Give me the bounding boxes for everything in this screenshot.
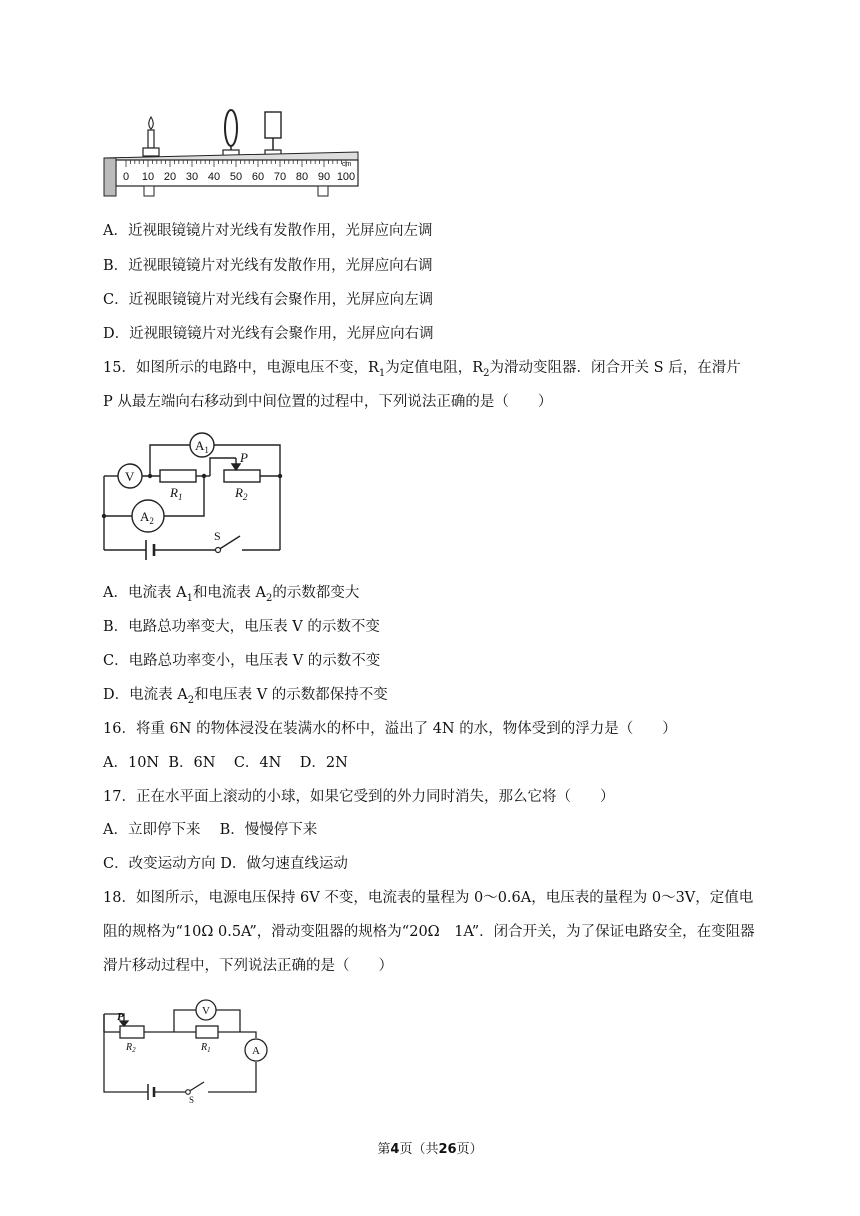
ruler-tick-label: 60 — [251, 171, 265, 183]
q18-circuit-figure — [100, 992, 275, 1104]
svg-text:P: P — [117, 1011, 124, 1023]
lens-icon — [225, 110, 237, 146]
q16-stem: 16．将重 6N 的物体浸没在装满水的杯中，溢出了 4N 的水，物体受到的浮力是（ ） — [103, 721, 677, 737]
svg-text:V: V — [125, 469, 135, 484]
q14-option-d: D．近视眼镜镜片对光线有会聚作用，光屏应向右调 — [103, 326, 434, 342]
svg-text:A1: $A_1$ — [195, 438, 209, 455]
q18-stem-line3: 滑片移动过程中，下列说法正确的是（ ） — [103, 958, 393, 974]
svg-text:A2: $A_2$ — [140, 509, 154, 526]
svg-text:R1: $R_1$ — [170, 485, 183, 502]
q14-option-b: B．近视眼镜镜片对光线有发散作用，光屏应向右调 — [103, 258, 433, 274]
ruler-tick-label: 90 — [317, 171, 331, 183]
screen-icon — [265, 112, 281, 138]
q17-stem: 17．正在水平面上滚动的小球，如果它受到的外力同时消失，那么它将（ ） — [103, 789, 615, 805]
ruler-tick-label: 0 — [122, 171, 130, 183]
r2-rheostat — [224, 470, 260, 482]
q15-option-a: A．电流表 $A_1$和电流表 $A_2$的示数都变大 — [103, 585, 360, 604]
r1-resistor — [196, 1026, 218, 1038]
q16-options: A．10N B．6N C．4N D．2N — [103, 755, 348, 771]
candle-flame-icon — [149, 117, 154, 129]
q14-option-a: A．近视眼镜镜片对光线有发散作用，光屏应向左调 — [103, 223, 433, 239]
svg-text:P: P — [240, 450, 248, 465]
page-footer: 第4页（共26页） — [377, 1142, 483, 1157]
svg-text:R2: $R_2$ — [126, 1042, 136, 1054]
q17-options-ab: A．立即停下来 B．慢慢停下来 — [103, 822, 318, 838]
q14-option-c: C．近视眼镜镜片对光线有会聚作用，光屏应向左调 — [103, 292, 434, 308]
ruler-tick-label: 10 — [141, 171, 155, 183]
optical-bench-figure — [100, 108, 362, 200]
svg-text:S: S — [189, 1095, 195, 1104]
q15-option-c: C．电路总功率变小，电压表 V 的示数不变 — [103, 653, 381, 669]
ruler-unit-label: cm — [342, 161, 352, 168]
svg-text:R2: $R_2$ — [235, 485, 248, 502]
q15-stem-line2: P 从最左端向右移动到中间位置的过程中，下列说法正确的是（ ） — [103, 394, 553, 410]
r1-resistor — [160, 470, 196, 482]
q15-option-b: B．电路总功率变大，电压表 V 的示数不变 — [103, 619, 380, 635]
ruler-tick-label: 30 — [185, 171, 199, 183]
svg-text:A: A — [252, 1045, 260, 1057]
r2-rheostat — [120, 1026, 144, 1038]
q18-stem-line1: 18．如图所示，电源电压保持 6V 不变，电流表的量程为 0～0.6A，电压表的量程为 0～3V，定值电 — [103, 890, 754, 906]
svg-text:R1: $R_1$ — [201, 1042, 211, 1054]
ruler-tick-label: 100 — [336, 171, 356, 183]
ruler-tick-label: 80 — [295, 171, 309, 183]
ruler-tick-label: 50 — [229, 171, 243, 183]
ruler-tick-label: 20 — [163, 171, 177, 183]
q15-stem-line1: 15．如图所示的电路中，电源电压不变，$R_1$为定值电阻，$R_2$为滑动变阻器．闭合开关 S 后，在滑片 — [103, 360, 741, 379]
q17-options-cd: C．改变运动方向 D．做匀速直线运动 — [103, 856, 348, 872]
ruler-tick-label: 40 — [207, 171, 221, 183]
candle-body — [148, 130, 154, 148]
svg-text:S: S — [214, 529, 221, 543]
svg-text:V: V — [202, 1005, 210, 1017]
q15-option-d: D．电流表 $A_2$和电压表 V 的示数都保持不变 — [103, 687, 388, 706]
q15-circuit-figure — [100, 430, 288, 570]
ruler-tick-label: 70 — [273, 171, 287, 183]
q18-stem-line2: 阻的规格为“10Ω 0.5A”，滑动变阻器的规格为“20Ω 1A”．闭合开关，为了保证电路安全，在变阻器 — [103, 924, 755, 940]
